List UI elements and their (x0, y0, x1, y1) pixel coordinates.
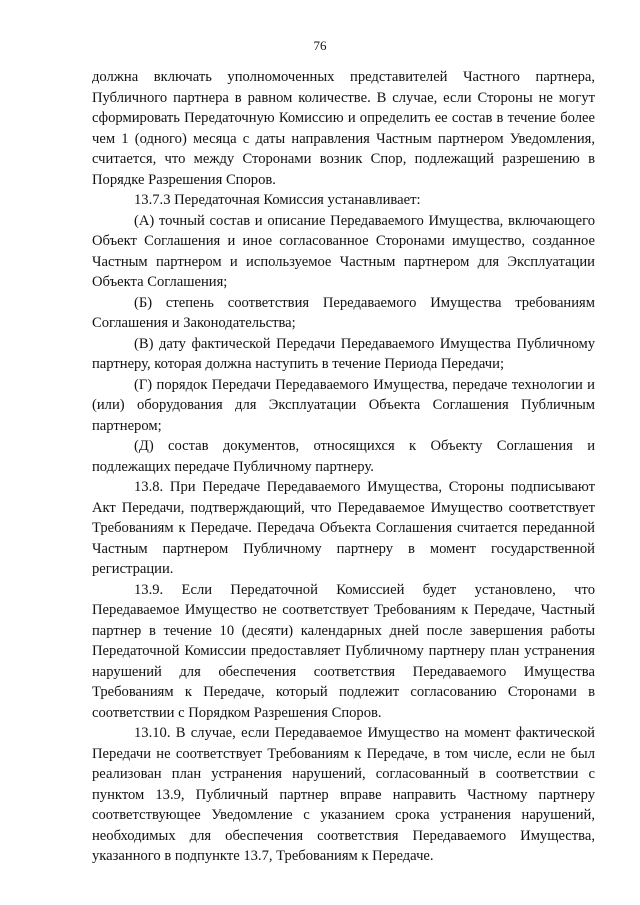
paragraph-commission-composition: должна включать уполномоченных представителей Частного партнера, Публичного партнера в равном количестве. В случае, если Стороны не могут сформировать Передаточную Комиссию и определить ее состав в течение более чем 1 (одного) месяца с даты направления Частным партнером Уведомления, считается, что между Сторонами возник Спор, подлежащий разрешению в Порядке Разрешения Споров. (92, 69, 595, 188)
list-item-b: (Б) степень соответствия Передаваемого Имущества требованиям Соглашения и Законодательства; (92, 294, 595, 331)
page-number: 76 (313, 38, 327, 53)
list-item-v: (В) дату фактической Передачи Передаваемого Имущества Публичному партнеру, которая должна наступить в течение Периода Передачи; (92, 335, 595, 372)
paragraph-13-7-3: 13.7.3 Передаточная Комиссия устанавливает: (134, 192, 421, 208)
paragraph-13-10: 13.10. В случае, если Передаваемое Имущество на момент фактической Передачи не соответствует Требованиям к Передаче, в том числе, если не был реализован план устранения нарушений, согласованный в соответствии с пунктом 13.9, Публичный партнер вправе направить Частному партнеру соответствующее Уведомление с указанием срока устранения нарушений, необходимых для обеспечения соответствия Передаваемого Имущества, указанного в подпункте 13.7, Требованиям к Передаче. (92, 725, 595, 864)
paragraph-13-8: 13.8. При Передаче Передаваемого Имущества, Стороны подписывают Акт Передачи, подтверждающий, что Передаваемое Имущество соответствует Требованиям к Передаче. Передача Объекта Соглашения считается переданной Частным партнером Публичному партнеру в момент государственной регистрации. (92, 479, 595, 577)
document-body (92, 67, 595, 867)
list-item-g: (Г) порядок Передачи Передаваемого Имущества, передаче технологии и (или) оборудования для Эксплуатации Объекта Соглашения Публичным партнером; (92, 376, 595, 434)
list-item-a: (А) точный состав и описание Передаваемого Имущества, включающего Объект Соглашения и иное согласованное Сторонами имущество, созданное Частным партнером и используемое Частным партнером для Эксплуатации Объекта Соглашения; (92, 212, 595, 290)
list-item-d: (Д) состав документов, относящихся к Объекту Соглашения и подлежащих передаче Публичному партнеру. (92, 438, 595, 475)
paragraph-13-9: 13.9. Если Передаточной Комиссией будет установлено, что Передаваемое Имущество не соответствует Требованиям к Передаче, Частный партнер в течение 10 (десяти) календарных дней после завершения работы Передаточной Комиссии предоставляет Публичному партнеру план устранения нарушений для обеспечения соответствия Передаваемого Имущества Требованиям к Передаче, который подлежит согласованию Сторонами в соответствии с Порядком Разрешения Споров. (92, 581, 595, 721)
